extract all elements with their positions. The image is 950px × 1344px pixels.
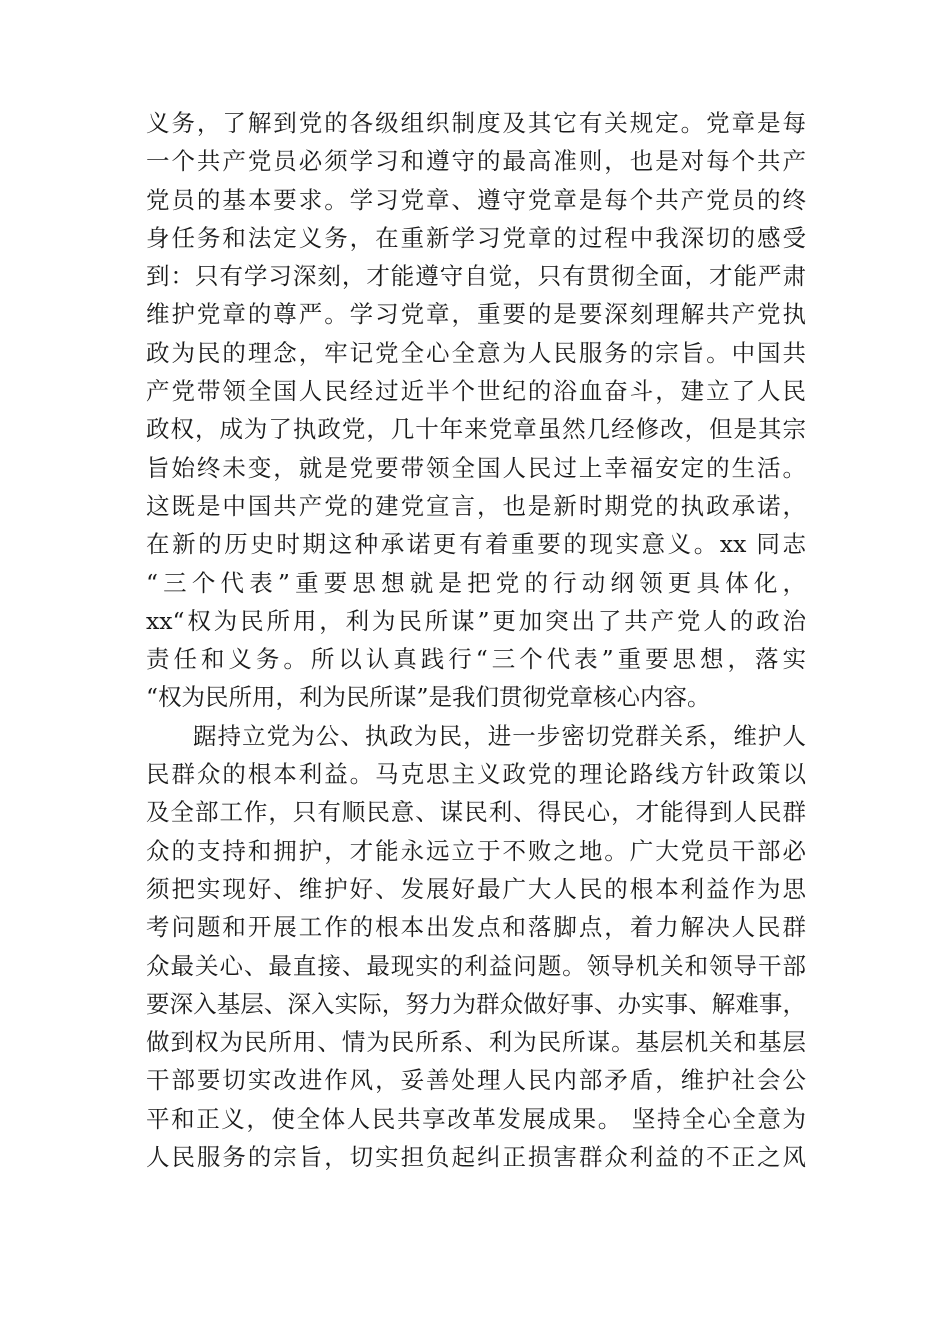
text-line: xx“权为民所用，利为民所谋”更加突出了共产党人的政治 (146, 606, 806, 635)
text-line: 政权，成为了执政党，几十年来党章虽然几经修改，但是其宗 (146, 415, 806, 444)
text-line: 须把实现好、维护好、发展好最广大人民的根本利益作为思 (146, 874, 806, 903)
text-line: 身任务和法定义务，在重新学习党章的过程中我深切的感受 (146, 223, 806, 252)
text-line: 党员的基本要求。学习党章、遵守党章是每个共产党员的终 (146, 185, 806, 214)
text-line: “三个代表”重要思想就是把党的行动纲领更具体化， (146, 568, 806, 597)
text-line: 在新的历史时期这种承诺更有着重要的现实意义。xx 同志 (146, 530, 806, 559)
text-line: 众最关心、最直接、最现实的利益问题。领导机关和领导干部 (146, 951, 806, 980)
text-line: 考问题和开展工作的根本出发点和落脚点，着力解决人民群 (146, 913, 806, 942)
text-line: 干部要切实改进作风，妥善处理人民内部矛盾，维护社会公 (146, 1066, 806, 1095)
paragraph-1 (146, 104, 806, 717)
text-line: 踞持立党为公、执政为民，进一步密切党群关系，维护人 (193, 721, 806, 750)
text-line: 做到权为民所用、情为民所系、利为民所谋。基层机关和基层 (146, 1028, 806, 1057)
text-line: “权为民所用，利为民所谋”是我们贯彻党章核心内容。 (146, 683, 711, 712)
text-line: 众的支持和拥护，才能永远立于不败之地。广大党员干部必 (146, 836, 806, 865)
text-line: 义务，了解到党的各级组织制度及其它有关规定。党章是每 (146, 109, 806, 137)
text-line: 这既是中国共产党的建党宣言，也是新时期党的执政承诺， (146, 491, 806, 520)
text-line: 旨始终未变，就是党要带领全国人民过上幸福安定的生活。 (146, 453, 806, 482)
text-line: 维护党章的尊严。学习党章，重要的是要深刻理解共产党执 (146, 300, 806, 329)
paragraph-2 (146, 717, 806, 1177)
text-line: 到：只有学习深刻，才能遵守自觉，只有贯彻全面，才能严肃 (146, 262, 806, 291)
text-line: 要深入基层、深入实际，努力为群众做好事、办实事、解难事， (146, 989, 806, 1018)
text-line: 产党带领全国人民经过近半个世纪的浴血奋斗，建立了人民 (146, 377, 806, 406)
text-line: 人民服务的宗旨，切实担负起纠正损害群众利益的不正之风 (146, 1143, 806, 1172)
text-line: 民群众的根本利益。马克思主义政党的理论路线方针政策以 (146, 760, 806, 789)
text-line: 一个共产党员必须学习和遵守的最高准则，也是对每个共产 (146, 147, 806, 176)
document-body (146, 104, 806, 1176)
text-line: 政为民的理念，牢记党全心全意为人民服务的宗旨。中国共 (146, 338, 806, 367)
text-line: 平和正义，使全体人民共享改革发展成果。 坚持全心全意为 (146, 1104, 806, 1133)
text-line: 及全部工作，只有顺民意、谋民利、得民心，才能得到人民群 (146, 798, 806, 827)
text-line: 责任和义务。所以认真践行“三个代表”重要思想，落实 (146, 645, 806, 674)
